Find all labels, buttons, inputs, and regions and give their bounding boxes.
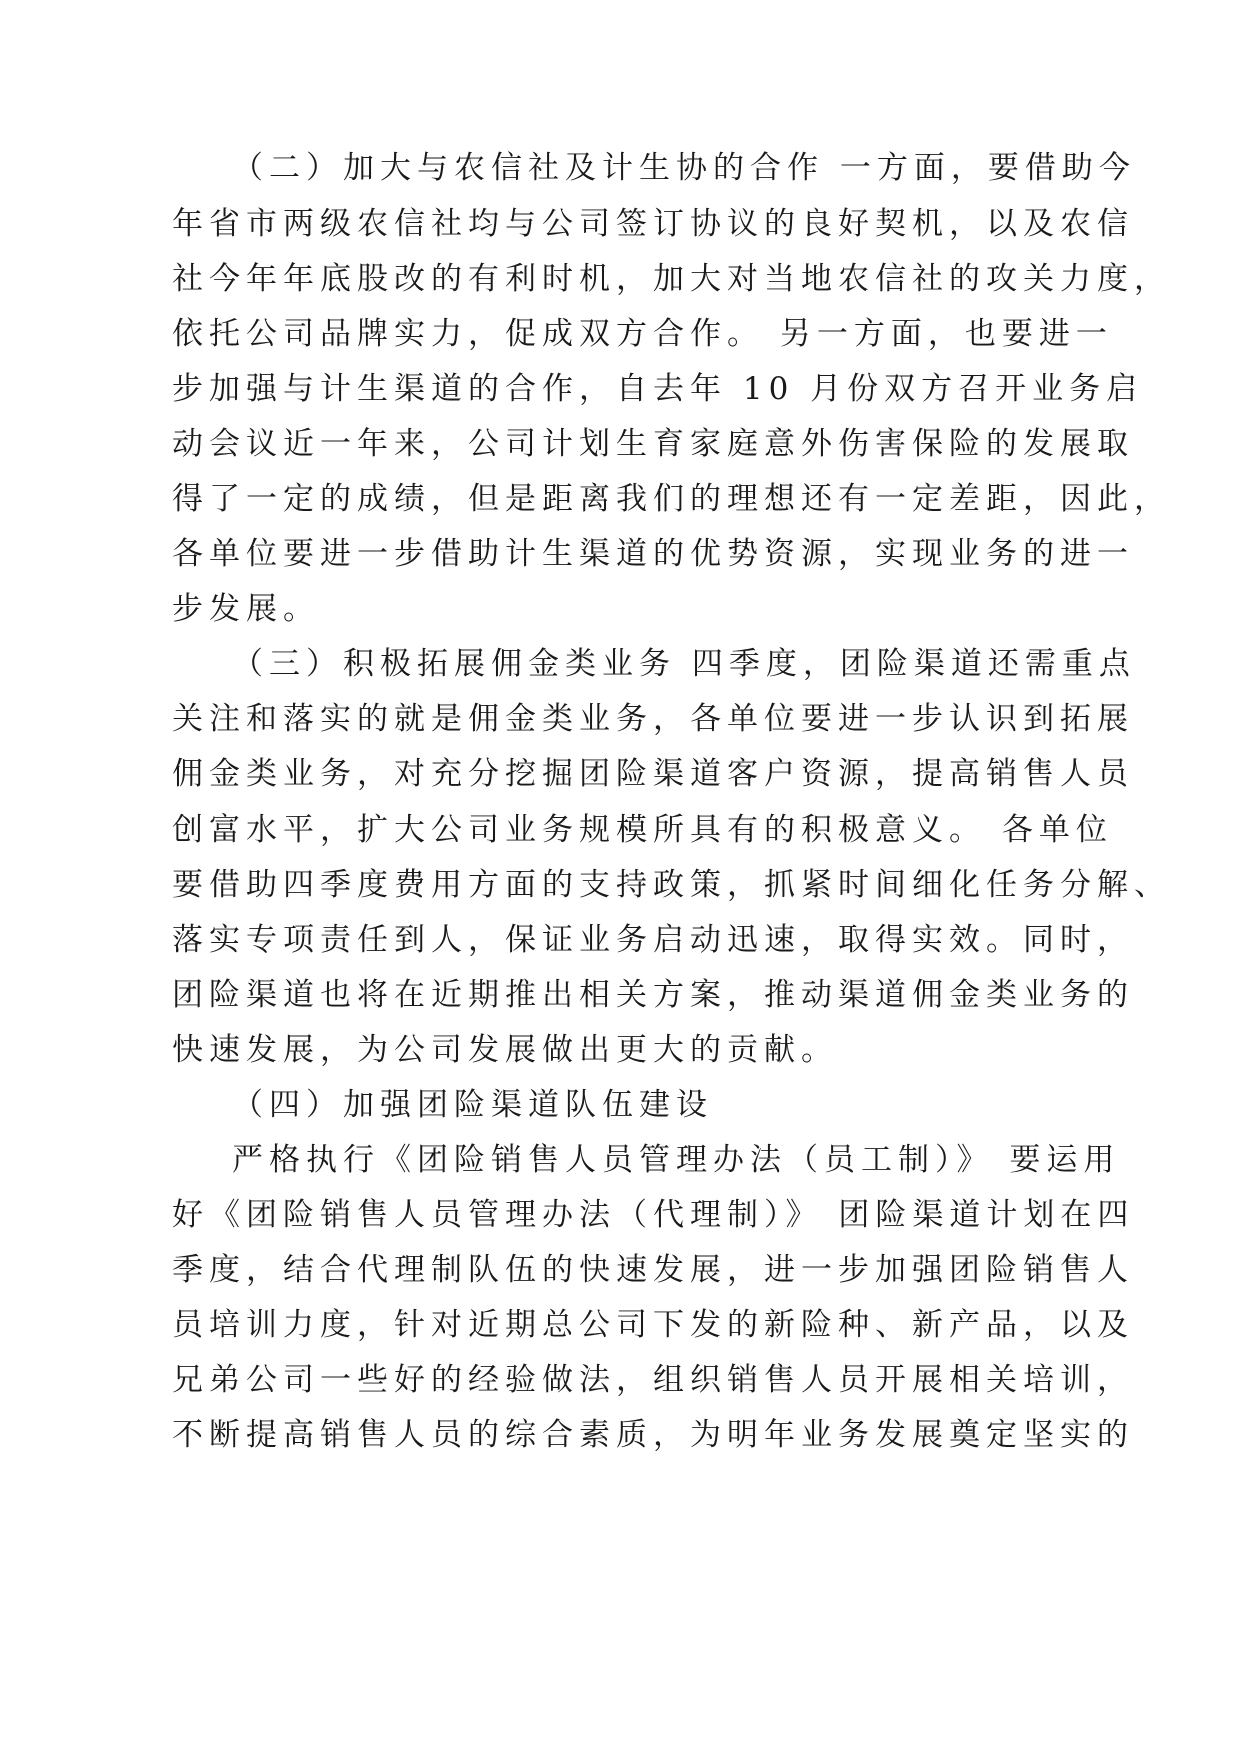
paragraph-line: （二）加大与农信社及计生协的合作 一方面，要借助今 bbox=[232, 150, 1136, 186]
paragraph-line: 社今年年底股改的有利时机，加大对当地农信社的攻关力度， bbox=[172, 261, 1171, 297]
paragraph-line: 步加强与计生渠道的合作，自去年 10 月份双方召开业务启 bbox=[172, 371, 1144, 407]
paragraph-line: 团险渠道也将在近期推出相关方案，推动渠道佣金类业务的 bbox=[172, 977, 1134, 1013]
paragraph-line: 年省市两级农信社均与公司签订协议的良好契机，以及农信 bbox=[172, 206, 1134, 242]
paragraph-line: 创富水平，扩大公司业务规模所具有的积极意义。 各单位 bbox=[172, 812, 1113, 848]
paragraph-line: 落实专项责任到人，保证业务启动迅速，取得实效。同时， bbox=[172, 922, 1134, 958]
paragraph-line: 快速发展，为公司发展做出更大的贡献。 bbox=[172, 1032, 838, 1068]
paragraph-line: 要借助四季度费用方面的支持政策，抓紧时间细化任务分解、 bbox=[172, 867, 1171, 903]
paragraph-line: （三）积极拓展佣金类业务 四季度，团险渠道还需重点 bbox=[232, 646, 1136, 682]
paragraph-line: 得了一定的成绩，但是距离我们的理想还有一定差距，因此， bbox=[172, 481, 1171, 517]
paragraph-line: 动会议近一年来，公司计划生育家庭意外伤害保险的发展取 bbox=[172, 426, 1134, 462]
paragraph-line: 季度，结合代理制队伍的快速发展，进一步加强团险销售人 bbox=[172, 1252, 1134, 1288]
paragraph-line: 不断提高销售人员的综合素质，为明年业务发展奠定坚实的 bbox=[172, 1417, 1134, 1453]
paragraph-line: 依托公司品牌实力，促成双方合作。 另一方面，也要进一 bbox=[172, 316, 1113, 352]
paragraph-line: 各单位要进一步借助计生渠道的优势资源，实现业务的进一 bbox=[172, 536, 1134, 572]
paragraph-line: 佣金类业务，对充分挖掘团险渠道客户资源，提高销售人员 bbox=[172, 756, 1134, 792]
paragraph-line: 严格执行《团险销售人员管理办法（员工制）》 要运用 bbox=[232, 1142, 1121, 1178]
paragraph-line: 步发展。 bbox=[172, 591, 320, 627]
paragraph-line: 好《团险销售人员管理办法（代理制）》 团险渠道计划在四 bbox=[172, 1197, 1135, 1233]
paragraph-line: 员培训力度，针对近期总公司下发的新险种、新产品，以及 bbox=[172, 1307, 1134, 1343]
paragraph-line: 兄弟公司一些好的经验做法，组织销售人员开展相关培训， bbox=[172, 1362, 1134, 1398]
paragraph-line: 关注和落实的就是佣金类业务，各单位要进一步认识到拓展 bbox=[172, 701, 1134, 737]
section-heading: （四）加强团险渠道队伍建设 bbox=[232, 1087, 713, 1123]
